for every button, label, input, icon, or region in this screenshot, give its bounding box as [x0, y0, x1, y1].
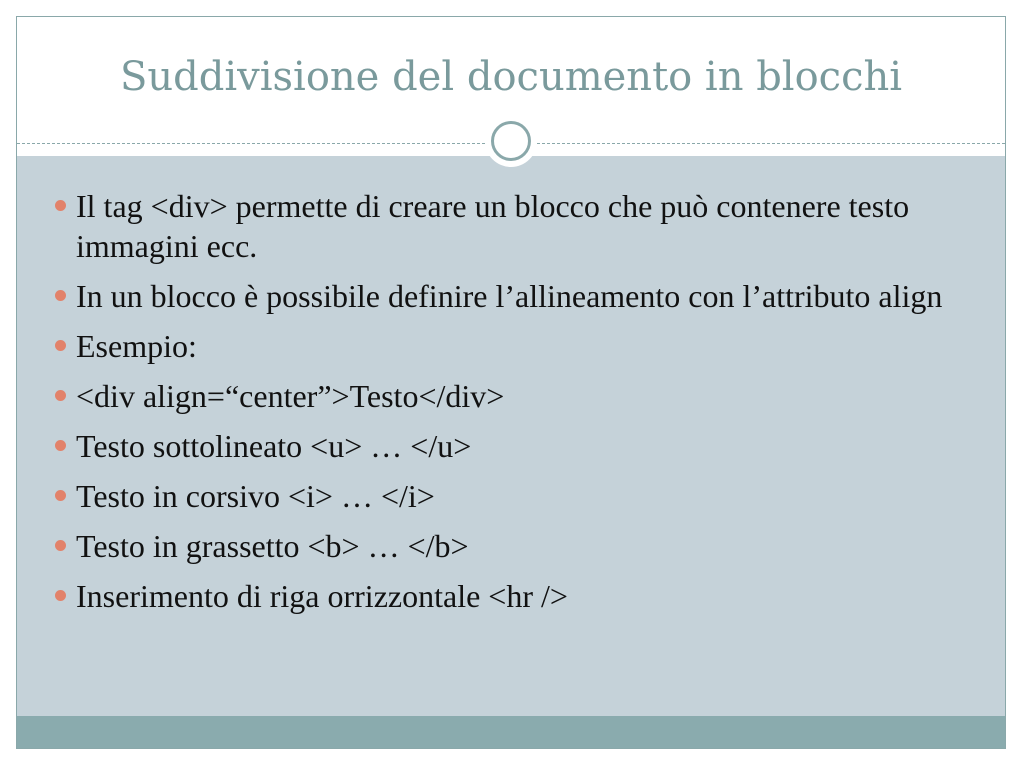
bottom-accent-band — [17, 716, 1005, 749]
bullet-text: Testo in corsivo <i> … </i> — [76, 478, 435, 514]
bullet-text: Esempio: — [76, 328, 197, 364]
bullet-text: Testo sottolineato <u> … </u> — [76, 428, 472, 464]
bullet-item — [55, 576, 955, 616]
bullet-dot-icon — [55, 490, 66, 501]
content-area — [17, 156, 1005, 716]
bullet-item — [55, 476, 955, 516]
bullet-item — [55, 276, 955, 316]
bullet-dot-icon — [55, 390, 66, 401]
ring-ornament-inner — [491, 121, 531, 161]
ring-ornament-icon — [485, 115, 537, 167]
bullet-dot-icon — [55, 290, 66, 301]
bullet-text: Il tag <div> permette di creare un blocco che può contenere testo immagini ecc. — [76, 188, 910, 264]
bullet-text: In un blocco è possibile definire l’allineamento con l’attributo align — [76, 278, 943, 314]
bullet-list — [55, 186, 955, 626]
bullet-text: <div align=“center”>Testo</div> — [76, 378, 505, 414]
bullet-item — [55, 326, 955, 366]
bullet-item — [55, 186, 955, 266]
bullet-item — [55, 426, 955, 466]
bullet-text: Inserimento di riga orrizzontale <hr /> — [76, 578, 568, 614]
slide-title: Suddivisione del documento in blocchi — [119, 54, 903, 100]
bullet-dot-icon — [55, 540, 66, 551]
bullet-dot-icon — [55, 590, 66, 601]
bullet-item — [55, 526, 955, 566]
slide — [16, 16, 1006, 749]
bullet-dot-icon — [55, 200, 66, 211]
bullet-item — [55, 376, 955, 416]
bullet-text: Testo in grassetto <b> … </b> — [76, 528, 469, 564]
bullet-dot-icon — [55, 440, 66, 451]
bullet-dot-icon — [55, 340, 66, 351]
